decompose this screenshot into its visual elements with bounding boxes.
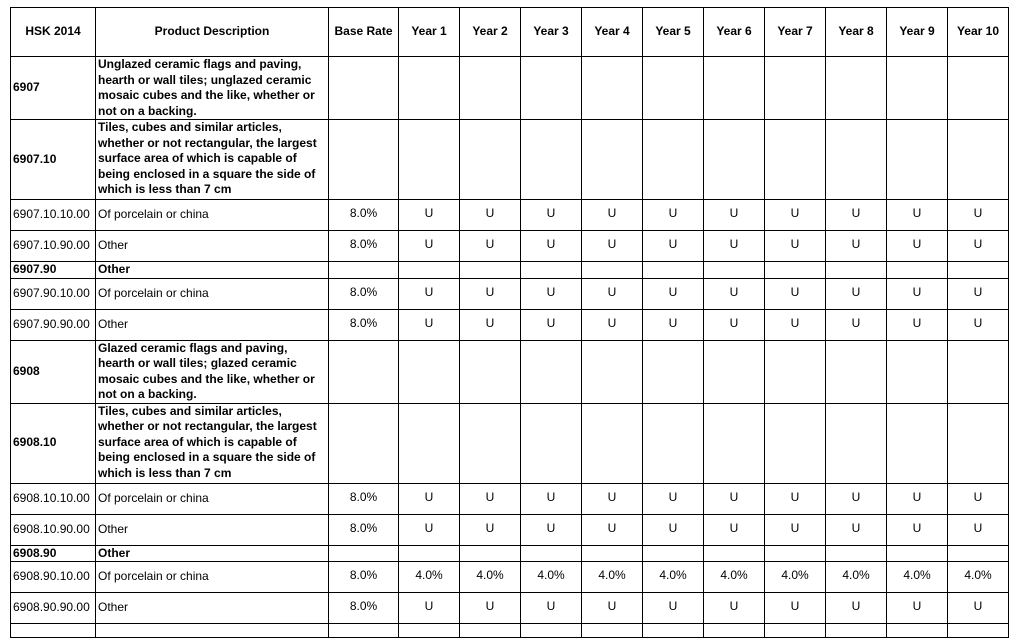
year-5-cell: U [643, 200, 704, 231]
year-8-cell: U [826, 514, 887, 545]
year-7-cell [765, 340, 826, 403]
hsk-code-cell: 6907.90.10.00 [11, 278, 96, 309]
table-body [11, 57, 1009, 638]
year-9-cell [887, 545, 948, 562]
hsk-code-cell: 6908.10.10.00 [11, 483, 96, 514]
year-4-cell: U [582, 200, 643, 231]
year-6-cell: U [704, 483, 765, 514]
year-5-cell: U [643, 309, 704, 340]
year-3-cell: U [521, 593, 582, 624]
base-rate-cell: 8.0% [329, 514, 399, 545]
base-rate-cell [329, 624, 399, 638]
base-rate-cell: 8.0% [329, 231, 399, 262]
year-8-cell: U [826, 278, 887, 309]
hsk-code-cell [11, 624, 96, 638]
year-3-cell: U [521, 309, 582, 340]
product-description-cell: Other [96, 545, 329, 562]
year-4-cell [582, 403, 643, 483]
table-row [11, 120, 1009, 200]
year-5-cell: U [643, 278, 704, 309]
product-description-cell: Of porcelain or china [96, 200, 329, 231]
year-8-cell: U [826, 309, 887, 340]
year-3-cell [521, 262, 582, 279]
year-6-cell [704, 57, 765, 120]
col-header-year-6: Year 6 [704, 8, 765, 57]
year-6-cell: U [704, 231, 765, 262]
year-4-cell [582, 57, 643, 120]
year-3-cell: U [521, 514, 582, 545]
year-1-cell: U [399, 231, 460, 262]
year-5-cell: U [643, 593, 704, 624]
year-3-cell [521, 624, 582, 638]
year-5-cell: 4.0% [643, 562, 704, 593]
year-9-cell: U [887, 231, 948, 262]
col-header-year-2: Year 2 [460, 8, 521, 57]
year-10-cell: U [948, 278, 1009, 309]
year-8-cell: 4.0% [826, 562, 887, 593]
col-header-description: Product Description [96, 8, 329, 57]
year-7-cell: U [765, 278, 826, 309]
base-rate-cell [329, 340, 399, 403]
col-header-hsk: HSK 2014 [11, 8, 96, 57]
product-description-cell: Other [96, 309, 329, 340]
year-7-cell [765, 262, 826, 279]
col-header-year-5: Year 5 [643, 8, 704, 57]
year-3-cell: U [521, 200, 582, 231]
year-4-cell [582, 120, 643, 200]
product-description-cell: Of porcelain or china [96, 562, 329, 593]
year-9-cell [887, 403, 948, 483]
table-row [11, 278, 1009, 309]
year-4-cell: U [582, 514, 643, 545]
hsk-code-cell: 6907.10 [11, 120, 96, 200]
year-8-cell: U [826, 231, 887, 262]
year-6-cell [704, 403, 765, 483]
year-10-cell: U [948, 309, 1009, 340]
base-rate-cell: 8.0% [329, 278, 399, 309]
year-2-cell [460, 57, 521, 120]
product-description-cell: Of porcelain or china [96, 278, 329, 309]
year-10-cell: U [948, 593, 1009, 624]
col-header-year-9: Year 9 [887, 8, 948, 57]
header-row [11, 8, 1009, 57]
year-1-cell: 4.0% [399, 562, 460, 593]
year-9-cell [887, 57, 948, 120]
year-9-cell: U [887, 593, 948, 624]
year-6-cell: U [704, 200, 765, 231]
year-8-cell [826, 624, 887, 638]
col-header-year-4: Year 4 [582, 8, 643, 57]
year-4-cell: U [582, 593, 643, 624]
year-10-cell: 4.0% [948, 562, 1009, 593]
year-6-cell [704, 120, 765, 200]
product-description-cell: Other [96, 231, 329, 262]
year-1-cell [399, 624, 460, 638]
year-7-cell: U [765, 231, 826, 262]
year-3-cell: U [521, 278, 582, 309]
product-description-cell: Unglazed ceramic flags and paving, hearth or wall tiles; unglazed ceramic mosaic cubes and the like, whether or not on a backing. [96, 57, 329, 120]
year-3-cell [521, 545, 582, 562]
year-6-cell [704, 262, 765, 279]
year-1-cell: U [399, 278, 460, 309]
year-8-cell [826, 403, 887, 483]
year-6-cell [704, 340, 765, 403]
year-7-cell: U [765, 200, 826, 231]
year-5-cell [643, 624, 704, 638]
product-description-cell: Glazed ceramic flags and paving, hearth or wall tiles; glazed ceramic mosaic cubes and the like, whether or not on a backing. [96, 340, 329, 403]
base-rate-cell [329, 545, 399, 562]
base-rate-cell [329, 403, 399, 483]
year-2-cell [460, 262, 521, 279]
hsk-code-cell: 6907.90 [11, 262, 96, 279]
year-9-cell: U [887, 514, 948, 545]
year-4-cell: U [582, 278, 643, 309]
year-7-cell: U [765, 593, 826, 624]
year-9-cell: U [887, 309, 948, 340]
year-5-cell [643, 545, 704, 562]
year-10-cell [948, 403, 1009, 483]
base-rate-cell [329, 120, 399, 200]
year-6-cell: U [704, 593, 765, 624]
year-4-cell [582, 624, 643, 638]
table-row [11, 403, 1009, 483]
year-9-cell: 4.0% [887, 562, 948, 593]
product-description-cell: Other [96, 593, 329, 624]
table-row [11, 309, 1009, 340]
year-2-cell: U [460, 309, 521, 340]
year-3-cell [521, 403, 582, 483]
hsk-code-cell: 6908.90 [11, 545, 96, 562]
hsk-code-cell: 6907.10.10.00 [11, 200, 96, 231]
year-2-cell [460, 120, 521, 200]
year-4-cell: U [582, 483, 643, 514]
year-2-cell [460, 340, 521, 403]
year-1-cell [399, 57, 460, 120]
hsk-code-cell: 6908.90.10.00 [11, 562, 96, 593]
col-header-year-1: Year 1 [399, 8, 460, 57]
table-row [11, 231, 1009, 262]
hsk-code-cell: 6908.90.90.00 [11, 593, 96, 624]
year-7-cell: 4.0% [765, 562, 826, 593]
hsk-code-cell: 6907.10.90.00 [11, 231, 96, 262]
year-10-cell [948, 624, 1009, 638]
table-row [11, 545, 1009, 562]
year-7-cell [765, 545, 826, 562]
year-1-cell [399, 545, 460, 562]
year-8-cell: U [826, 483, 887, 514]
year-9-cell [887, 262, 948, 279]
table-row [11, 562, 1009, 593]
year-2-cell: U [460, 514, 521, 545]
year-6-cell: U [704, 514, 765, 545]
year-1-cell: U [399, 593, 460, 624]
product-description-cell: Other [96, 514, 329, 545]
year-5-cell [643, 403, 704, 483]
year-10-cell: U [948, 231, 1009, 262]
year-9-cell: U [887, 200, 948, 231]
year-2-cell: 4.0% [460, 562, 521, 593]
year-3-cell [521, 340, 582, 403]
year-5-cell: U [643, 514, 704, 545]
year-9-cell [887, 340, 948, 403]
year-9-cell: U [887, 278, 948, 309]
year-4-cell [582, 262, 643, 279]
year-4-cell [582, 340, 643, 403]
product-description-cell [96, 624, 329, 638]
year-5-cell: U [643, 483, 704, 514]
hsk-code-cell: 6908 [11, 340, 96, 403]
year-1-cell [399, 340, 460, 403]
year-8-cell [826, 120, 887, 200]
table-row [11, 200, 1009, 231]
base-rate-cell: 8.0% [329, 562, 399, 593]
table-row [11, 57, 1009, 120]
base-rate-cell: 8.0% [329, 200, 399, 231]
table-row [11, 514, 1009, 545]
table-row [11, 340, 1009, 403]
year-5-cell [643, 262, 704, 279]
year-8-cell: U [826, 593, 887, 624]
col-header-year-10: Year 10 [948, 8, 1009, 57]
year-10-cell: U [948, 483, 1009, 514]
year-1-cell: U [399, 200, 460, 231]
year-7-cell [765, 57, 826, 120]
year-2-cell [460, 624, 521, 638]
year-7-cell: U [765, 483, 826, 514]
year-4-cell: U [582, 309, 643, 340]
table-row [11, 262, 1009, 279]
year-10-cell [948, 340, 1009, 403]
year-3-cell: 4.0% [521, 562, 582, 593]
year-6-cell [704, 624, 765, 638]
year-5-cell [643, 120, 704, 200]
base-rate-cell [329, 57, 399, 120]
product-description-cell: Of porcelain or china [96, 483, 329, 514]
year-6-cell: 4.0% [704, 562, 765, 593]
year-10-cell: U [948, 200, 1009, 231]
year-1-cell: U [399, 514, 460, 545]
year-7-cell: U [765, 514, 826, 545]
year-7-cell [765, 403, 826, 483]
hsk-code-cell: 6908.10 [11, 403, 96, 483]
product-description-cell: Tiles, cubes and similar articles, whether or not rectangular, the largest surface area of which is capable of being enclosed in a square the side of which is less than 7 cm [96, 403, 329, 483]
year-3-cell [521, 57, 582, 120]
table-row [11, 624, 1009, 638]
year-9-cell [887, 624, 948, 638]
year-8-cell [826, 57, 887, 120]
year-8-cell [826, 262, 887, 279]
product-description-cell: Other [96, 262, 329, 279]
year-10-cell [948, 120, 1009, 200]
year-3-cell [521, 120, 582, 200]
year-10-cell [948, 57, 1009, 120]
col-header-year-7: Year 7 [765, 8, 826, 57]
year-3-cell: U [521, 483, 582, 514]
year-4-cell: 4.0% [582, 562, 643, 593]
year-4-cell [582, 545, 643, 562]
product-description-cell: Tiles, cubes and similar articles, whether or not rectangular, the largest surface area of which is capable of being enclosed in a square the side of which is less than 7 cm [96, 120, 329, 200]
year-5-cell [643, 340, 704, 403]
year-10-cell [948, 262, 1009, 279]
col-header-base-rate: Base Rate [329, 8, 399, 57]
year-6-cell [704, 545, 765, 562]
year-8-cell: U [826, 200, 887, 231]
year-10-cell: U [948, 514, 1009, 545]
year-1-cell [399, 403, 460, 483]
table-row [11, 483, 1009, 514]
year-2-cell: U [460, 231, 521, 262]
year-5-cell [643, 57, 704, 120]
col-header-year-3: Year 3 [521, 8, 582, 57]
hsk-code-cell: 6908.10.90.00 [11, 514, 96, 545]
year-6-cell: U [704, 309, 765, 340]
year-2-cell: U [460, 483, 521, 514]
year-6-cell: U [704, 278, 765, 309]
table-row [11, 593, 1009, 624]
hsk-code-cell: 6907 [11, 57, 96, 120]
base-rate-cell: 8.0% [329, 309, 399, 340]
year-2-cell [460, 403, 521, 483]
year-8-cell [826, 340, 887, 403]
base-rate-cell: 8.0% [329, 483, 399, 514]
year-2-cell: U [460, 200, 521, 231]
year-7-cell [765, 120, 826, 200]
year-10-cell [948, 545, 1009, 562]
year-7-cell: U [765, 309, 826, 340]
year-5-cell: U [643, 231, 704, 262]
year-3-cell: U [521, 231, 582, 262]
year-1-cell [399, 262, 460, 279]
base-rate-cell [329, 262, 399, 279]
year-2-cell [460, 545, 521, 562]
col-header-year-8: Year 8 [826, 8, 887, 57]
year-2-cell: U [460, 593, 521, 624]
year-2-cell: U [460, 278, 521, 309]
tariff-schedule-table [10, 7, 1009, 638]
year-1-cell: U [399, 483, 460, 514]
base-rate-cell: 8.0% [329, 593, 399, 624]
year-7-cell [765, 624, 826, 638]
year-1-cell: U [399, 309, 460, 340]
hsk-code-cell: 6907.90.90.00 [11, 309, 96, 340]
year-4-cell: U [582, 231, 643, 262]
year-8-cell [826, 545, 887, 562]
year-1-cell [399, 120, 460, 200]
year-9-cell [887, 120, 948, 200]
year-9-cell: U [887, 483, 948, 514]
